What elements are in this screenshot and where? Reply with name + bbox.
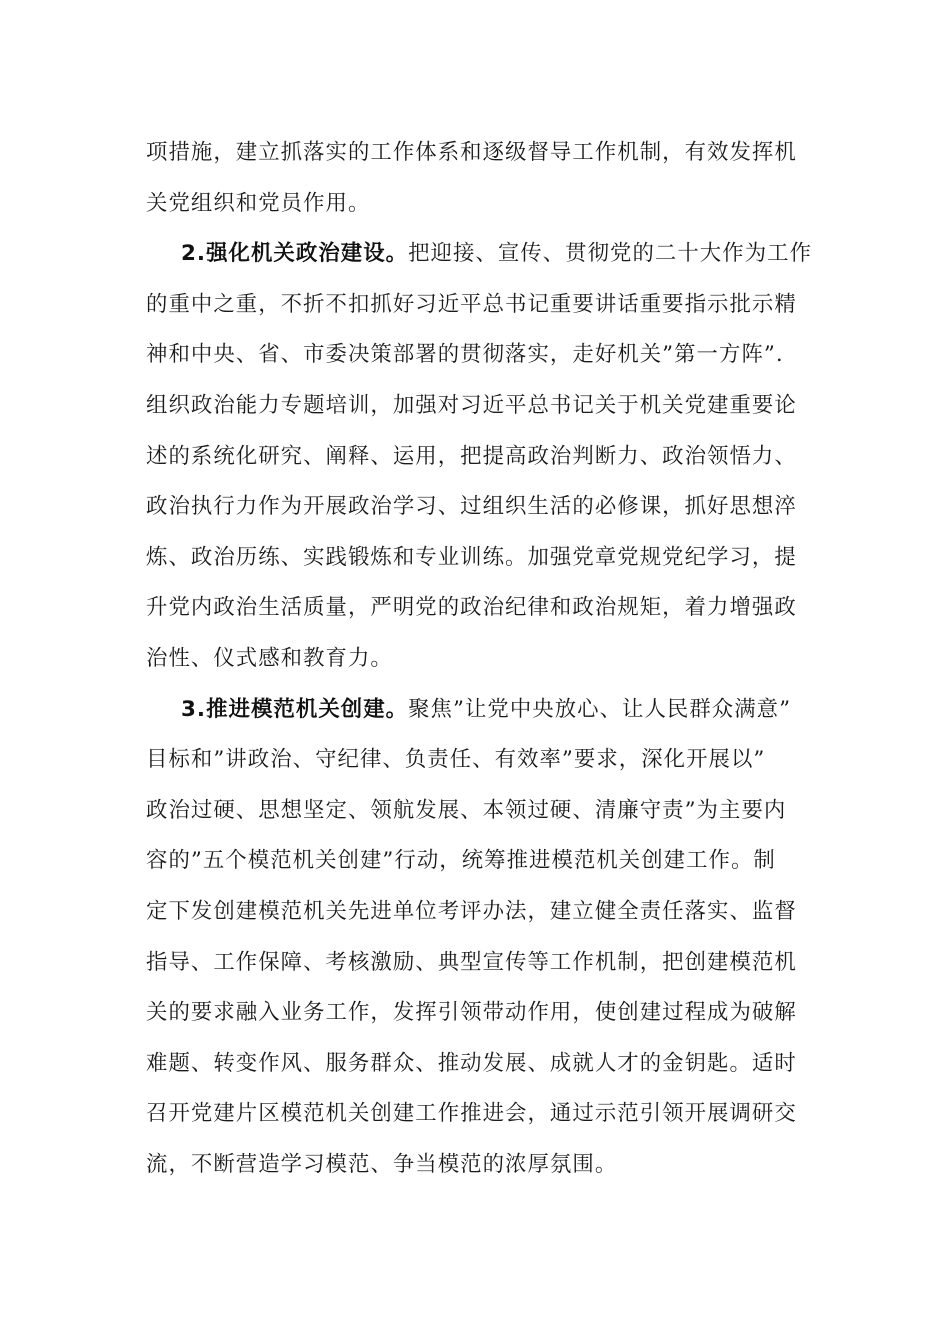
paragraph-first-line xyxy=(146,229,813,280)
text-line: 组织政治能力专题培训，加强对习近平总书记关于机关党建重要论 xyxy=(146,392,797,418)
text-line: 关党组织和党员作用。 xyxy=(146,190,371,216)
text-run: 聚焦”让党中央放心、让人民群众满意” xyxy=(408,696,792,722)
document-body xyxy=(146,128,813,1190)
text-line: 述的系统化研究、阐释、运用，把提高政治判断力、政治领悟力、 xyxy=(146,443,797,469)
text-line: 炼、政治历练、实践锻炼和专业训练。加强党章党规党纪学习，提 xyxy=(146,544,797,570)
section-heading: 3.推进模范机关创建。 xyxy=(181,696,409,722)
text-line: 指导、工作保障、考核激励、典型宣传等工作机制，把创建模范机 xyxy=(146,949,797,975)
text-line: 政治执行力作为开展政治学习、过组织生活的必修课，抓好思想淬 xyxy=(146,494,797,520)
text-line: 流，不断营造学习模范、争当模范的浓厚氛围。 xyxy=(146,1151,618,1177)
section-heading: 2.强化机关政治建设。 xyxy=(181,241,409,267)
paragraph-first-line xyxy=(146,685,806,736)
text-line: 神和中央、省、市委决策部署的贯彻落实，走好机关”第一方阵”. xyxy=(146,342,784,368)
text-line: 目标和”讲政治、守纪律、负责任、有效率”要求，深化开展以” xyxy=(146,747,766,773)
text-run: 把迎接、宣传、贯彻党的二十大作为工作 xyxy=(408,241,813,267)
text-line: 容的”五个模范机关创建”行动，统筹推进模范机关创建工作。制 xyxy=(146,848,776,874)
text-line: 定下发创建模范机关先进单位考评办法，建立健全责任落实、监督 xyxy=(146,898,797,924)
text-line: 召开党建片区模范机关创建工作推进会，通过示范引领开展调研交 xyxy=(146,1101,797,1127)
text-line: 项措施，建立抓落实的工作体系和逐级督导工作机制，有效发挥机 xyxy=(146,140,797,165)
text-line: 政治过硬、思想坚定、领航发展、本领过硬、清廉守责”为主要内 xyxy=(146,797,787,823)
paragraph-1 xyxy=(146,128,806,229)
text-line: 治性、仪式感和教育力。 xyxy=(146,645,393,671)
text-line: 的重中之重，不折不扣抓好习近平总书记重要讲话重要指示批示精 xyxy=(146,291,797,317)
paragraph-2 xyxy=(146,229,813,684)
text-line: 关的要求融入业务工作，发挥引领带动作用，使创建过程成为破解 xyxy=(146,1000,797,1026)
paragraph-3 xyxy=(146,685,806,1191)
text-line: 升党内政治生活质量，严明党的政治纪律和政治规矩，着力增强政 xyxy=(146,595,797,621)
text-line: 难题、转变作风、服务群众、推动发展、成就人才的金钥匙。适时 xyxy=(146,1050,797,1076)
